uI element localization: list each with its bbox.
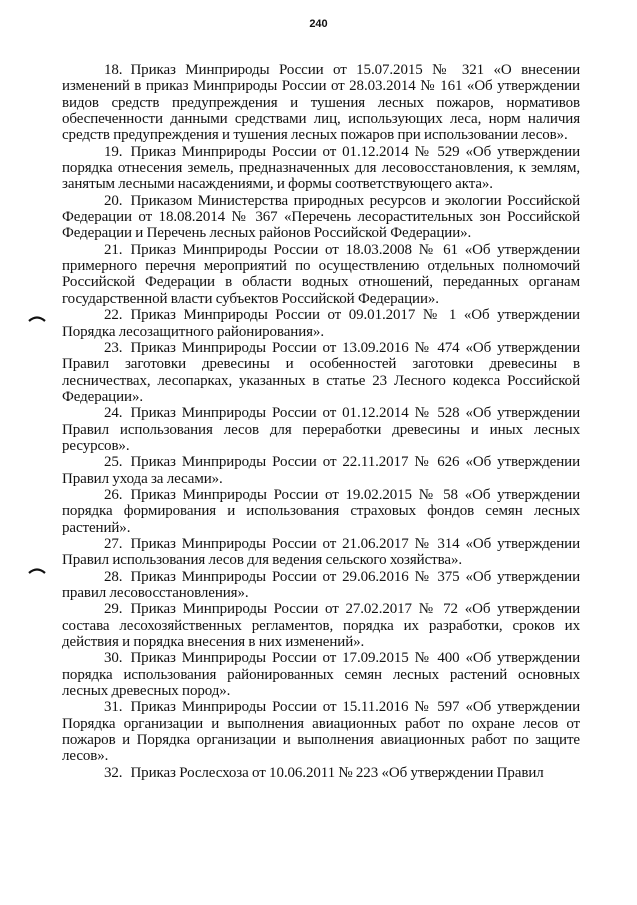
- list-item-text: Приказ Рослесхоза от 10.06.2011 № 223 «Об утверждении Правил: [130, 764, 544, 781]
- list-item-number: 27.: [104, 535, 123, 552]
- list-item-number: 30.: [104, 650, 123, 667]
- list-item: [62, 569, 580, 602]
- list-item: [62, 650, 580, 699]
- list-item-text: Приказ Минприроды России от 21.06.2017 № 314 «Об утверждении Правил использования лесов для ведения сельского хозяйства».: [62, 535, 580, 569]
- list-item-number: 28.: [104, 568, 123, 585]
- list-item-number: 29.: [104, 601, 123, 618]
- list-item: [62, 193, 580, 242]
- list-item: [62, 536, 580, 569]
- list-item: [62, 699, 580, 764]
- list-item-text: Приказом Министерства природных ресурсов и экологии Российской Федерации от 18.08.2014 № 367 «Перечень лесорастительных зон Российской Федерации и Перечень лесных районов Российской Федерации».: [62, 192, 580, 242]
- list-item-number: 26.: [104, 486, 123, 503]
- list-item: [62, 307, 580, 340]
- list-item: [62, 487, 580, 536]
- list-item-text: Приказ Минприроды России от 27.02.2017 № 72 «Об утверждении состава лесохозяйственных регламентов, порядка их разработки, сроков их действия и порядка внесения в них изменений».: [62, 601, 580, 651]
- list-item-number: 25.: [104, 454, 123, 471]
- list-item-number: 22.: [104, 307, 123, 324]
- list-item: [62, 405, 580, 454]
- list-item-number: 31.: [104, 699, 123, 716]
- list-item-number: 21.: [104, 241, 123, 258]
- binder-hole-mark-bottom: [28, 566, 46, 574]
- list-item-number: 24.: [104, 405, 123, 422]
- list-item-number: 18.: [104, 62, 123, 78]
- list-item-text: Приказ Минприроды России от 22.11.2017 № 626 «Об утверждении Правил ухода за лесами».: [62, 454, 580, 487]
- list-item-text: Приказ Минприроды России от 01.12.2014 № 528 «Об утверждении Правил использования лесов для переработки древесины и иных лесных ресурсов».: [62, 405, 580, 454]
- document-body: [62, 62, 580, 781]
- list-item-text: Приказ Минприроды России от 29.06.2016 № 375 «Об утверждении правил лесовосстановления».: [62, 568, 580, 601]
- list-item: [62, 242, 580, 307]
- list-item-text: Приказ Минприроды России от 18.03.2008 № 61 «Об утверждении примерного перечня мероприятий по осуществлению отдельных полномочий Российской Федерации в области водных отношений, переданных органам государственной власти субъектов Российской Федерации».: [62, 241, 580, 307]
- list-item-number: 32.: [104, 764, 123, 781]
- list-item-text: Приказ Минприроды России от 13.09.2016 № 474 «Об утверждении Правил заготовки древесины и особенностей заготовки древесины в лесничествах, лесопарках, указанных в статье 23 Лесного кодекса Российской Федерации».: [62, 339, 580, 405]
- list-item: [62, 340, 580, 405]
- list-item: [62, 454, 580, 487]
- list-item: [62, 601, 580, 650]
- list-item-text: Приказ Минприроды России от 17.09.2015 № 400 «Об утверждении порядка использования районированных семян лесных растений основных лесных древесных пород».: [62, 650, 580, 700]
- page-number: 240: [309, 18, 328, 30]
- binder-hole-mark-top: [28, 314, 46, 322]
- list-item-number: 23.: [104, 339, 123, 356]
- list-item-number: 20.: [104, 192, 123, 209]
- list-item-number: 19.: [104, 143, 123, 160]
- list-item-text: Приказ Минприроды России от 15.11.2016 № 597 «Об утверждении Порядка организации и выполнения авиационных работ по охране лесов от пожаров и Порядка организации и выполнения авиационных работ по защите лесов».: [62, 699, 580, 765]
- list-item-text: Приказ Минприроды России от 19.02.2015 № 58 «Об утверждении порядка формирования и использования страховых фондов семян лесных растений».: [62, 486, 580, 536]
- list-item: [62, 144, 580, 193]
- list-item: [62, 62, 580, 144]
- list-item: [62, 765, 580, 781]
- list-item-text: Приказ Минприроды России от 09.01.2017 № 1 «Об утверждении Порядка лесозащитного районирования».: [62, 307, 580, 340]
- list-item-text: Приказ Минприроды России от 15.07.2015 № 321 «О внесении изменений в приказ Минприроды России от 28.03.2014 № 161 «Об утверждении видов средств предупреждения и тушения лесных пожаров, нормативов обеспеченности данными средствами лиц, использующих леса, норм наличия средств предупреждения и тушения лесных пожаров при использовании лесов».: [62, 62, 580, 144]
- list-item-text: Приказ Минприроды России от 01.12.2014 № 529 «Об утверждении порядка отнесения земель, предназначенных для лесовосстановления, к землям, занятым лесными насаждениями, и формы соответствующего акта».: [62, 143, 580, 193]
